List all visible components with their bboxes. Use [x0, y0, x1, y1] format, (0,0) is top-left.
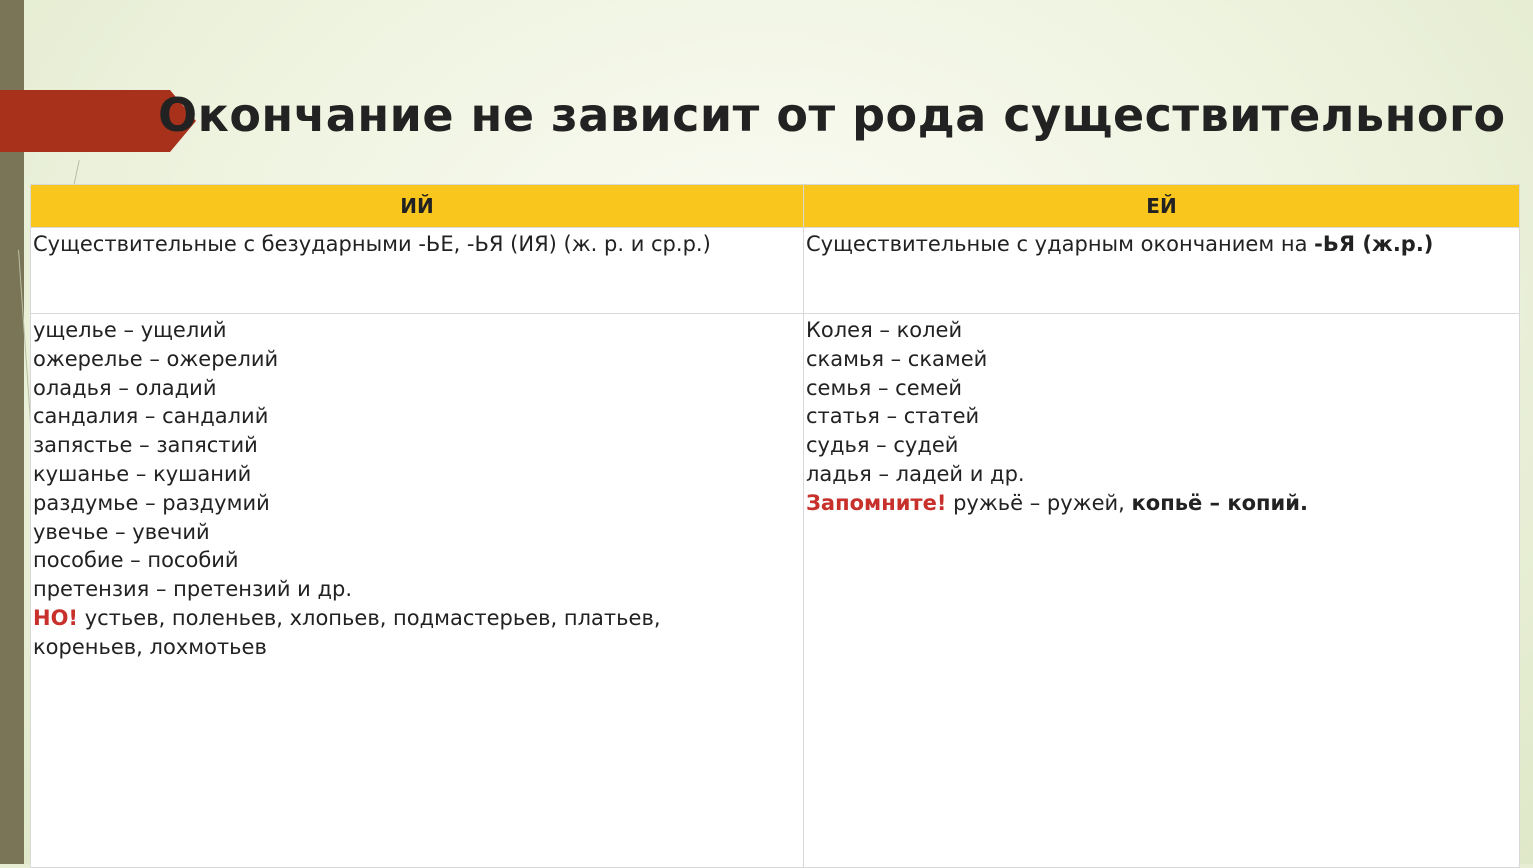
remember-text: ружьё – ружей, — [946, 490, 1132, 515]
exception-note-cont: кореньев, лохмотьев — [33, 634, 267, 659]
header-ej: ЕЙ — [804, 185, 1520, 228]
exception-note — [33, 604, 801, 633]
rule-row — [31, 228, 1520, 314]
header-ij: ИЙ — [31, 185, 804, 228]
slide-title: Окончание не зависит от рода существительного — [158, 88, 1506, 142]
example-item: скамья – скамей — [806, 346, 988, 371]
example-item: ущелье – ущелий — [33, 318, 227, 342]
exception-label: НО! — [33, 605, 79, 630]
example-item: ожерелье – ожерелий — [33, 346, 279, 371]
example-item: пособие – пособий — [33, 548, 239, 573]
example-item: судья – судей — [806, 433, 959, 458]
example-item: сандалия – сандалий — [33, 404, 269, 429]
example-item: оладья – оладий — [33, 375, 217, 400]
table-header-row — [31, 185, 1520, 228]
remember-note — [806, 489, 1517, 518]
rule-right-text: Существительные с ударным окончанием на — [806, 232, 1315, 256]
example-item: семья – семей — [806, 375, 963, 400]
example-item: кушанье – кушаний — [33, 461, 252, 486]
endings-table — [30, 184, 1520, 868]
remember-label: Запомните! — [806, 490, 947, 515]
examples-right — [804, 314, 1520, 868]
example-item: Колея – колей — [806, 318, 963, 342]
decor-line — [73, 160, 79, 186]
example-item: претензия – претензий и др. — [33, 577, 353, 602]
rule-left: Существительные с безударными -ЬЕ, -ЬЯ (ИЯ) (ж. р. и ср.р.) — [31, 228, 804, 314]
remember-bold: копьё – копий. — [1131, 490, 1308, 515]
example-item: раздумье – раздумий — [33, 490, 270, 515]
exception-text: устьев, поленьев, хлопьев, подмастерьев, платьев, — [78, 605, 661, 630]
example-item: запястье – запястий — [33, 433, 258, 458]
rule-right-bold: -ЬЯ (ж.р.) — [1314, 232, 1434, 256]
examples-left — [31, 314, 804, 868]
example-item: ладья – ладей и др. — [806, 461, 1025, 486]
rule-right — [804, 228, 1520, 314]
example-item: увечье – увечий — [33, 519, 210, 544]
example-item: статья – статей — [806, 404, 980, 429]
examples-row — [31, 314, 1520, 868]
